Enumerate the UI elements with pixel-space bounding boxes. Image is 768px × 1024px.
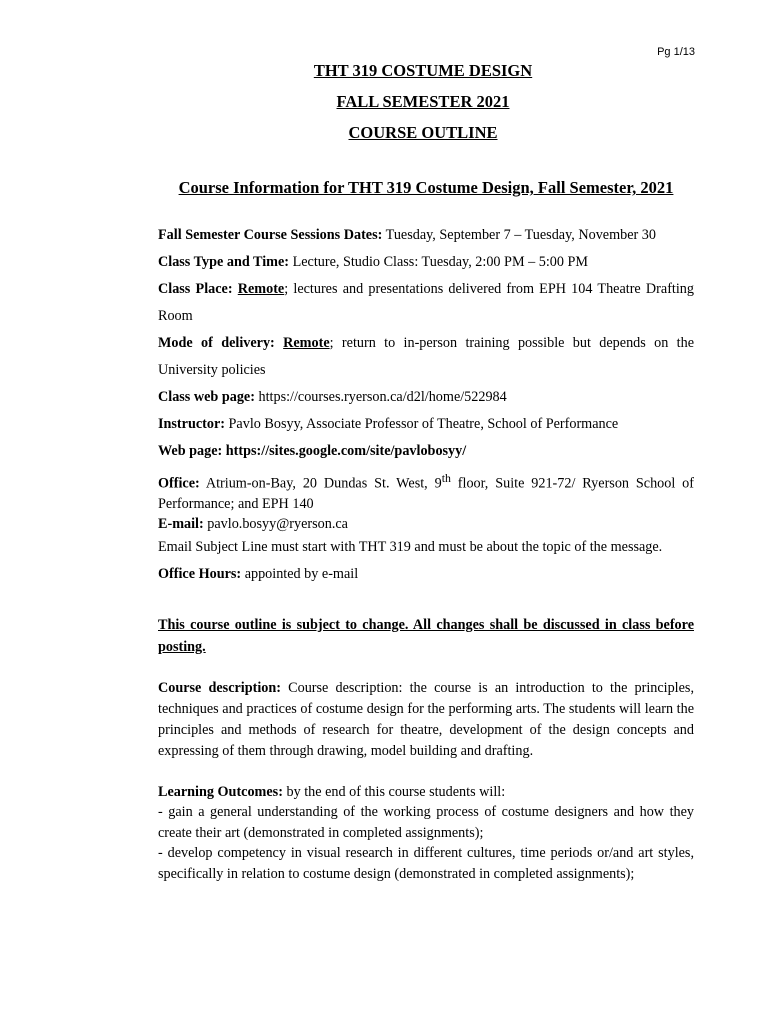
class-web-page-link[interactable]: https://courses.ryerson.ca/d2l/home/522984 <box>254 389 507 405</box>
learning-outcomes-label: Learning Outcomes: <box>158 783 283 800</box>
semester-title: FALL SEMESTER 2021 <box>336 92 510 111</box>
change-notice: This course outline is subject to change. All changes shall be discussed in class before posting. <box>158 616 694 655</box>
learning-outcome-item: - develop competency in visual research in different cultures, time periods or/and art styles, specifically in relation to costume design (demonstrated in completed assignments); <box>158 845 694 882</box>
class-place-label: Class Place: <box>158 281 233 297</box>
class-place <box>158 276 694 330</box>
learning-outcomes-intro-text: by the end of this course students will: <box>282 783 506 800</box>
office-hours-label: Office Hours: <box>158 565 242 582</box>
office-value-a: Atrium-on-Bay, 20 Dundas St. West, 9 <box>199 475 442 492</box>
delivery-mode-remote: Remote <box>283 335 330 351</box>
email-link[interactable]: pavlo.bosyy@ryerson.ca <box>203 515 348 532</box>
class-place-value: ; lectures and presentations delivered from EPH 104 Theatre Drafting Room <box>158 281 694 324</box>
office-label: Office: <box>158 475 200 492</box>
class-web-page-label: Class web page: <box>158 389 255 405</box>
office-hours-value: appointed by e-mail <box>241 565 359 582</box>
instructor-label: Instructor: <box>158 416 225 432</box>
email-subject-rule: Email Subject Line must start with THT 319 and must be about the topic of the message. <box>158 538 663 555</box>
learning-outcomes <box>158 782 694 885</box>
class-type-label: Class Type and Time: <box>158 254 290 270</box>
delivery-mode <box>158 330 694 384</box>
sessions-dates <box>158 222 694 249</box>
course-description <box>158 678 694 762</box>
email <box>158 514 694 534</box>
outline-title: COURSE OUTLINE <box>348 123 498 142</box>
instructor <box>158 411 694 438</box>
personal-web-page <box>158 438 694 465</box>
office-floor-suffix: th <box>441 471 451 485</box>
delivery-mode-label: Mode of delivery: <box>158 335 275 351</box>
email-label: E-mail: <box>158 515 204 532</box>
section-heading: Course Information for THT 319 Costume Design, Fall Semester, 2021 <box>178 178 674 197</box>
class-type <box>158 249 694 276</box>
class-place-remote: Remote <box>237 281 285 297</box>
office-hours <box>158 561 694 588</box>
course-info <box>158 222 694 884</box>
office <box>158 468 694 514</box>
sessions-dates-label: Fall Semester Course Sessions Dates: <box>158 227 383 243</box>
course-description-label: Course description: <box>158 679 281 696</box>
instructor-value: Pavlo Bosyy, Associate Professor of Theatre, School of Performance <box>224 416 619 432</box>
class-web-page <box>158 384 694 411</box>
learning-outcome-item: - gain a general understanding of the working process of costume designers and how they create their art (demonstrated in completed assignments); <box>158 804 694 841</box>
learning-outcomes-intro <box>158 782 694 803</box>
delivery-mode-value: ; return to in-person training possible but depends on the University policies <box>158 335 694 378</box>
class-type-value: Lecture, Studio Class: Tuesday, 2:00 PM – 5:00 PM <box>289 254 589 270</box>
page-number: Pg 1/13 <box>657 46 695 58</box>
sessions-dates-value: Tuesday, September 7 – Tuesday, November 30 <box>382 227 656 243</box>
document-title <box>0 61 768 154</box>
personal-web-page-link[interactable]: Web page: https://sites.google.com/site/pavlobosyy/ <box>158 443 467 459</box>
course-title: THT 319 COSTUME DESIGN <box>313 61 533 80</box>
course-description-text: Course description: the course is an introduction to the principles, techniques and practices of costume design for the performing arts. The students will learn the principles and methods of research for theatre, development of the design concepts and expressing of them through drawing, model building and drafting. <box>158 679 694 759</box>
office-value-b: floor, Suite 921-72/ Ryerson School of Performance; and EPH 140 <box>158 475 694 512</box>
